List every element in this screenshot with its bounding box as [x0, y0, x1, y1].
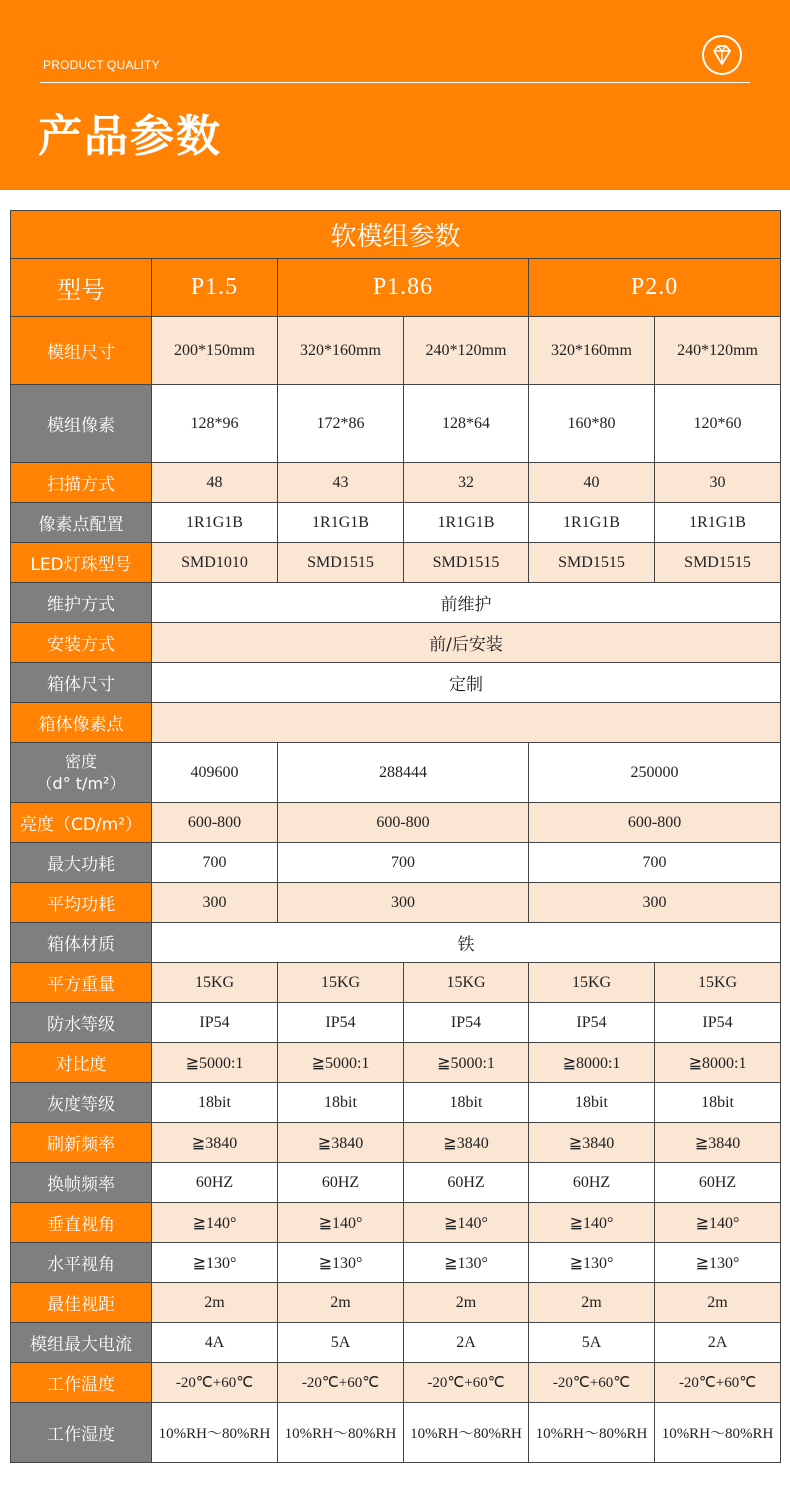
- model-p186: P1.86: [278, 259, 529, 317]
- table-title: 软模组参数: [11, 211, 781, 259]
- table-cell: ≧130°: [152, 1243, 278, 1283]
- table-cell: 700: [278, 843, 529, 883]
- page-title: 产品参数: [38, 111, 222, 162]
- table-cell: 320*160mm: [278, 317, 404, 385]
- table-cell: 15KG: [404, 963, 529, 1003]
- table-cell: 300: [278, 883, 529, 923]
- row-label: 防水等级: [11, 1003, 152, 1043]
- table-cell: 288444: [278, 743, 529, 803]
- table-cell: ≧5000:1: [152, 1043, 278, 1083]
- table-cell: 1R1G1B: [529, 503, 655, 543]
- table-cell: 2m: [529, 1283, 655, 1323]
- table-cell: 172*86: [278, 385, 404, 463]
- row-label: 工作温度: [11, 1363, 152, 1403]
- table-cell: IP54: [278, 1003, 404, 1043]
- row-label: 扫描方式: [11, 463, 152, 503]
- table-cell: IP54: [152, 1003, 278, 1043]
- row-label: 灰度等级: [11, 1083, 152, 1123]
- table-cell: 128*64: [404, 385, 529, 463]
- row-label: 垂直视角: [11, 1203, 152, 1243]
- table-cell: 600-800: [529, 803, 781, 843]
- table-cell: IP54: [655, 1003, 781, 1043]
- table-cell: 160*80: [529, 385, 655, 463]
- table-cell: 15KG: [152, 963, 278, 1003]
- row-label: 平方重量: [11, 963, 152, 1003]
- row-label: 最大功耗: [11, 843, 152, 883]
- table-cell: 30: [655, 463, 781, 503]
- table-cell: ≧8000:1: [655, 1043, 781, 1083]
- row-label: 对比度: [11, 1043, 152, 1083]
- row-label: 换帧频率: [11, 1163, 152, 1203]
- table-cell: ≧3840: [152, 1123, 278, 1163]
- table-cell: 600-800: [278, 803, 529, 843]
- row-label: 水平视角: [11, 1243, 152, 1283]
- table-cell: 5A: [278, 1323, 404, 1363]
- table-cell: 60HZ: [529, 1163, 655, 1203]
- table-cell: ≧130°: [404, 1243, 529, 1283]
- row-label: 箱体像素点: [11, 703, 152, 743]
- table-cell: ≧3840: [278, 1123, 404, 1163]
- row-label: 箱体尺寸: [11, 663, 152, 703]
- spec-table: [10, 210, 781, 1463]
- table-cell: 43: [278, 463, 404, 503]
- table-cell: IP54: [404, 1003, 529, 1043]
- table-cell: 1R1G1B: [278, 503, 404, 543]
- table-cell: ≧140°: [278, 1203, 404, 1243]
- table-row-weight: [11, 963, 781, 1003]
- row-label: 模组最大电流: [11, 1323, 152, 1363]
- header-banner: [0, 0, 790, 190]
- table-row-ip: [11, 1003, 781, 1043]
- table-cell: 60HZ: [655, 1163, 781, 1203]
- table-cell: 320*160mm: [529, 317, 655, 385]
- table-row-frame: [11, 1163, 781, 1203]
- table-row-install: [11, 623, 781, 663]
- table-cell: 1R1G1B: [655, 503, 781, 543]
- table-cell: 铁: [152, 923, 781, 963]
- table-cell: 前维护: [152, 583, 781, 623]
- model-p15: P1.5: [152, 259, 278, 317]
- table-cell: 128*96: [152, 385, 278, 463]
- table-row-scan: [11, 463, 781, 503]
- row-label: 安装方式: [11, 623, 152, 663]
- table-cell: 300: [529, 883, 781, 923]
- table-cell: 240*120mm: [404, 317, 529, 385]
- table-row-humidity: [11, 1403, 781, 1463]
- table-cell: 2m: [655, 1283, 781, 1323]
- table-cell: 18bit: [404, 1083, 529, 1123]
- table-cell: ≧5000:1: [278, 1043, 404, 1083]
- row-label: 刷新频率: [11, 1123, 152, 1163]
- table-cell: 前/后安装: [152, 623, 781, 663]
- table-cell: 1R1G1B: [404, 503, 529, 543]
- table-cell: ≧140°: [404, 1203, 529, 1243]
- header-divider: [40, 82, 750, 83]
- table-cell: SMD1515: [278, 543, 404, 583]
- table-row-max-power: [11, 843, 781, 883]
- table-cell: 2A: [655, 1323, 781, 1363]
- table-cell: 4A: [152, 1323, 278, 1363]
- table-row-gray: [11, 1083, 781, 1123]
- table-cell: 60HZ: [152, 1163, 278, 1203]
- table-cell: 2m: [404, 1283, 529, 1323]
- table-cell: -20℃+60℃: [655, 1363, 781, 1403]
- table-cell: 10%RH～80%RH: [404, 1403, 529, 1463]
- table-title-row: [11, 211, 781, 259]
- table-cell: 2m: [278, 1283, 404, 1323]
- table-cell: 10%RH～80%RH: [529, 1403, 655, 1463]
- table-row-density: [11, 743, 781, 803]
- table-row-material: [11, 923, 781, 963]
- table-cell: ≧140°: [529, 1203, 655, 1243]
- table-cell: 700: [152, 843, 278, 883]
- table-cell: 10%RH～80%RH: [278, 1403, 404, 1463]
- table-cell: 60HZ: [278, 1163, 404, 1203]
- model-p20: P2.0: [529, 259, 781, 317]
- table-cell: IP54: [529, 1003, 655, 1043]
- row-label: [11, 743, 152, 803]
- table-cell: 700: [529, 843, 781, 883]
- table-cell: 15KG: [655, 963, 781, 1003]
- table-cell: ≧5000:1: [404, 1043, 529, 1083]
- table-row-horizontal-angle: [11, 1243, 781, 1283]
- table-cell: ≧130°: [278, 1243, 404, 1283]
- table-cell: 定制: [152, 663, 781, 703]
- row-label: 模组尺寸: [11, 317, 152, 385]
- table-cell: [152, 703, 781, 743]
- row-label: 工作湿度: [11, 1403, 152, 1463]
- table-row-cabinet-size: [11, 663, 781, 703]
- table-cell: -20℃+60℃: [529, 1363, 655, 1403]
- table-cell: SMD1515: [655, 543, 781, 583]
- table-cell: 40: [529, 463, 655, 503]
- row-label: 像素点配置: [11, 503, 152, 543]
- table-cell: 600-800: [152, 803, 278, 843]
- table-cell: ≧140°: [655, 1203, 781, 1243]
- table-cell: 120*60: [655, 385, 781, 463]
- table-row-temperature: [11, 1363, 781, 1403]
- model-header-label: 型号: [11, 259, 152, 317]
- table-row-module-pixels: [11, 385, 781, 463]
- row-label: 模组像素: [11, 385, 152, 463]
- row-label: 平均功耗: [11, 883, 152, 923]
- table-cell: 18bit: [152, 1083, 278, 1123]
- table-cell: 15KG: [278, 963, 404, 1003]
- table-cell: 10%RH～80%RH: [152, 1403, 278, 1463]
- table-cell: 1R1G1B: [152, 503, 278, 543]
- table-row-contrast: [11, 1043, 781, 1083]
- diamond-badge-icon: [701, 34, 743, 76]
- table-cell: -20℃+60℃: [278, 1363, 404, 1403]
- table-row-maintenance: [11, 583, 781, 623]
- row-label: 亮度（CD/m²）: [11, 803, 152, 843]
- row-label: 最佳视距: [11, 1283, 152, 1323]
- table-row-brightness: [11, 803, 781, 843]
- table-cell: 48: [152, 463, 278, 503]
- table-row-refresh: [11, 1123, 781, 1163]
- table-row-max-current: [11, 1323, 781, 1363]
- table-cell: 409600: [152, 743, 278, 803]
- table-cell: 18bit: [529, 1083, 655, 1123]
- table-cell: 240*120mm: [655, 317, 781, 385]
- table-cell: 60HZ: [404, 1163, 529, 1203]
- table-cell: ≧8000:1: [529, 1043, 655, 1083]
- table-row-avg-power: [11, 883, 781, 923]
- table-row-pixel-config: [11, 503, 781, 543]
- table-cell: 200*150mm: [152, 317, 278, 385]
- density-unit: （d° t/m²）: [36, 773, 126, 793]
- table-cell: ≧140°: [152, 1203, 278, 1243]
- table-cell: -20℃+60℃: [152, 1363, 278, 1403]
- table-cell: 2m: [152, 1283, 278, 1323]
- density-label: 密度: [64, 751, 97, 771]
- table-cell: 10%RH～80%RH: [655, 1403, 781, 1463]
- table-row-module-size: [11, 317, 781, 385]
- table-cell: ≧130°: [529, 1243, 655, 1283]
- table-cell: SMD1515: [529, 543, 655, 583]
- table-row-cabinet-pixels: [11, 703, 781, 743]
- table-cell: 250000: [529, 743, 781, 803]
- table-cell: ≧3840: [529, 1123, 655, 1163]
- table-row-viewing-distance: [11, 1283, 781, 1323]
- table-cell: 15KG: [529, 963, 655, 1003]
- table-cell: ≧130°: [655, 1243, 781, 1283]
- table-cell: SMD1010: [152, 543, 278, 583]
- table-cell: 32: [404, 463, 529, 503]
- row-label: 箱体材质: [11, 923, 152, 963]
- table-row-vertical-angle: [11, 1203, 781, 1243]
- table-cell: 18bit: [278, 1083, 404, 1123]
- table-cell: 5A: [529, 1323, 655, 1363]
- table-row-led-type: [11, 543, 781, 583]
- table-cell: -20℃+60℃: [404, 1363, 529, 1403]
- row-label: 维护方式: [11, 583, 152, 623]
- model-header-row: [11, 259, 781, 317]
- table-cell: ≧3840: [655, 1123, 781, 1163]
- table-cell: SMD1515: [404, 543, 529, 583]
- table-cell: 2A: [404, 1323, 529, 1363]
- table-cell: ≧3840: [404, 1123, 529, 1163]
- table-cell: 300: [152, 883, 278, 923]
- row-label: LED灯珠型号: [11, 543, 152, 583]
- eyebrow-text: PRODUCT QUALITY: [43, 58, 160, 72]
- table-cell: 18bit: [655, 1083, 781, 1123]
